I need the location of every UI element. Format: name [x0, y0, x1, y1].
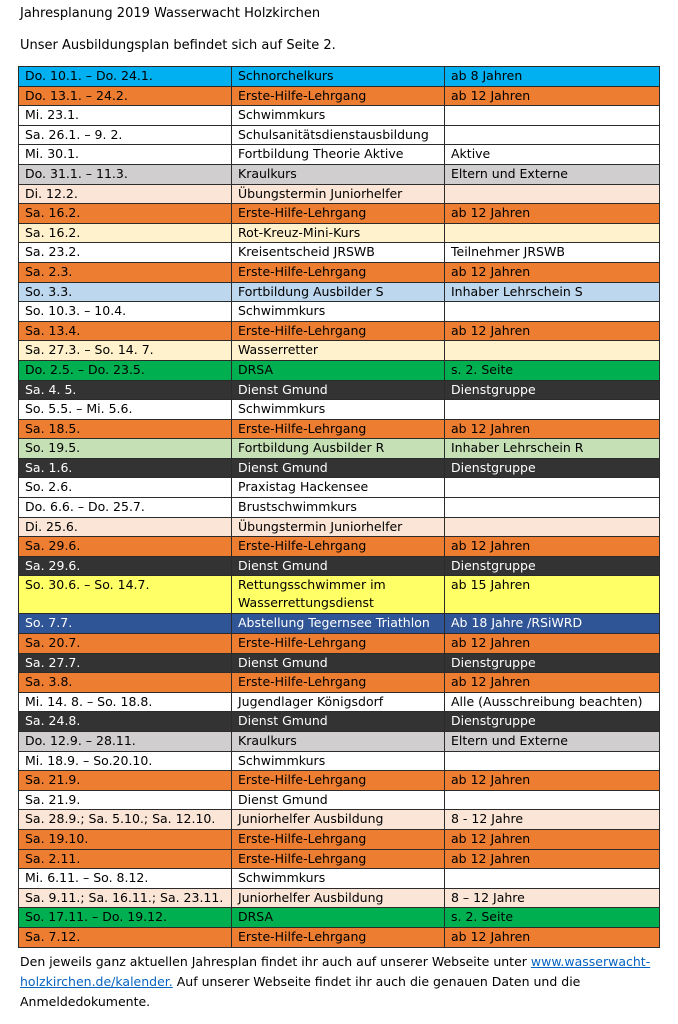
cell-event: Fortbildung Ausbilder R — [232, 439, 445, 459]
cell-note — [445, 184, 660, 204]
table-row — [19, 458, 660, 478]
cell-date: Sa. 2.11. — [19, 849, 232, 869]
table-row — [19, 360, 660, 380]
table-row — [19, 537, 660, 557]
cell-date: Sa. 29.6. — [19, 556, 232, 576]
table-row — [19, 341, 660, 361]
table-row — [19, 517, 660, 537]
table-row — [19, 829, 660, 849]
table-row — [19, 478, 660, 498]
cell-event: Dienst Gmund — [232, 790, 445, 810]
cell-note — [445, 302, 660, 322]
table-row — [19, 771, 660, 791]
cell-date: So. 17.11. – Do. 19.12. — [19, 908, 232, 928]
table-row — [19, 145, 660, 165]
cell-note: ab 12 Jahren — [445, 204, 660, 224]
cell-date: Sa. 13.4. — [19, 321, 232, 341]
cell-event: Schwimmkurs — [232, 302, 445, 322]
table-row — [19, 262, 660, 282]
cell-event: Kraulkurs — [232, 732, 445, 752]
cell-event: DRSA — [232, 360, 445, 380]
cell-event: Erste-Hilfe-Lehrgang — [232, 419, 445, 439]
cell-note: Dienstgruppe — [445, 556, 660, 576]
cell-event: Fortbildung Ausbilder S — [232, 282, 445, 302]
cell-date: Sa. 21.9. — [19, 790, 232, 810]
table-row — [19, 419, 660, 439]
cell-event: Erste-Hilfe-Lehrgang — [232, 771, 445, 791]
cell-note: ab 12 Jahren — [445, 321, 660, 341]
table-row — [19, 223, 660, 243]
cell-date: Do. 10.1. – Do. 24.1. — [19, 67, 232, 87]
cell-date: Sa. 9.11.; Sa. 16.11.; Sa. 23.11. — [19, 888, 232, 908]
table-row — [19, 888, 660, 908]
cell-date: Do. 6.6. – Do. 25.7. — [19, 498, 232, 518]
cell-note: Dienstgruppe — [445, 458, 660, 478]
cell-date: Sa. 7.12. — [19, 927, 232, 947]
cell-note — [445, 125, 660, 145]
cell-date: Sa. 26.1. – 9. 2. — [19, 125, 232, 145]
cell-event: Erste-Hilfe-Lehrgang — [232, 86, 445, 106]
cell-date: Di. 25.6. — [19, 517, 232, 537]
cell-note: Dienstgruppe — [445, 653, 660, 673]
cell-date: Do. 31.1. – 11.3. — [19, 164, 232, 184]
cell-date: Mi. 18.9. – So.20.10. — [19, 751, 232, 771]
cell-event: Kreisentscheid JRSWB — [232, 243, 445, 263]
table-row — [19, 849, 660, 869]
cell-date: Do. 2.5. – Do. 23.5. — [19, 360, 232, 380]
cell-event: DRSA — [232, 908, 445, 928]
cell-note: Ab 18 Jahre /RSiWRD — [445, 614, 660, 634]
table-row — [19, 927, 660, 947]
cell-note: ab 12 Jahren — [445, 262, 660, 282]
cell-event: Erste-Hilfe-Lehrgang — [232, 204, 445, 224]
cell-event: Schnorchelkurs — [232, 67, 445, 87]
cell-note — [445, 478, 660, 498]
cell-event: Dienst Gmund — [232, 380, 445, 400]
cell-note: 8 - 12 Jahre — [445, 810, 660, 830]
table-row — [19, 810, 660, 830]
table-row — [19, 712, 660, 732]
cell-note: s. 2. Seite — [445, 360, 660, 380]
cell-event: Praxistag Hackensee — [232, 478, 445, 498]
cell-date: So. 3.3. — [19, 282, 232, 302]
intro-text: Unser Ausbildungsplan befindet sich auf Seite 2. — [20, 38, 336, 53]
cell-date: So. 10.3. – 10.4. — [19, 302, 232, 322]
cell-note: ab 12 Jahren — [445, 419, 660, 439]
cell-note: ab 15 Jahren — [445, 576, 660, 614]
table-row — [19, 634, 660, 654]
table-row — [19, 380, 660, 400]
cell-event: Juniorhelfer Ausbildung — [232, 888, 445, 908]
cell-note — [445, 869, 660, 889]
cell-event: Juniorhelfer Ausbildung — [232, 810, 445, 830]
cell-note: Teilnehmer JRSWB — [445, 243, 660, 263]
table-row — [19, 400, 660, 420]
table-row — [19, 302, 660, 322]
cell-event: Schwimmkurs — [232, 751, 445, 771]
cell-note — [445, 223, 660, 243]
cell-note: Alle (Ausschreibung beachten) — [445, 692, 660, 712]
cell-date: Sa. 4. 5. — [19, 380, 232, 400]
cell-event: Rot-Kreuz-Mini-Kurs — [232, 223, 445, 243]
table-row — [19, 106, 660, 126]
cell-note: s. 2. Seite — [445, 908, 660, 928]
cell-note: Eltern und Externe — [445, 732, 660, 752]
cell-note: Inhaber Lehrschein S — [445, 282, 660, 302]
cell-date: Sa. 2.3. — [19, 262, 232, 282]
table-row — [19, 869, 660, 889]
table-row — [19, 204, 660, 224]
cell-date: Sa. 18.5. — [19, 419, 232, 439]
cell-note: ab 12 Jahren — [445, 634, 660, 654]
cell-note — [445, 400, 660, 420]
cell-event: Dienst Gmund — [232, 712, 445, 732]
cell-date: Sa. 23.2. — [19, 243, 232, 263]
cell-note: ab 12 Jahren — [445, 673, 660, 693]
table-row — [19, 282, 660, 302]
cell-note: Inhaber Lehrschein R — [445, 439, 660, 459]
cell-date: Sa. 29.6. — [19, 537, 232, 557]
cell-event: Erste-Hilfe-Lehrgang — [232, 849, 445, 869]
schedule-body — [19, 67, 660, 948]
cell-date: Do. 13.1. – 24.2. — [19, 86, 232, 106]
cell-event: Erste-Hilfe-Lehrgang — [232, 829, 445, 849]
cell-note: Eltern und Externe — [445, 164, 660, 184]
cell-date: Sa. 21.9. — [19, 771, 232, 791]
cell-note: ab 8 Jahren — [445, 67, 660, 87]
calendar-link[interactable]: www.wasserwacht-holzkirchen.de/kalender. — [20, 954, 651, 989]
cell-event: Übungstermin Juniorhelfer — [232, 184, 445, 204]
cell-date: So. 5.5. – Mi. 5.6. — [19, 400, 232, 420]
cell-note: ab 12 Jahren — [445, 86, 660, 106]
page-title: Jahresplanung 2019 Wasserwacht Holzkirchen — [20, 6, 321, 21]
table-row — [19, 908, 660, 928]
cell-note: Dienstgruppe — [445, 712, 660, 732]
cell-event: Fortbildung Theorie Aktive — [232, 145, 445, 165]
cell-note — [445, 517, 660, 537]
cell-event: Schulsanitätsdienstausbildung — [232, 125, 445, 145]
cell-event: Erste-Hilfe-Lehrgang — [232, 321, 445, 341]
cell-note — [445, 498, 660, 518]
cell-event: Schwimmkurs — [232, 400, 445, 420]
cell-event: Übungstermin Juniorhelfer — [232, 517, 445, 537]
cell-event: Jugendlager Königsdorf — [232, 692, 445, 712]
cell-note: ab 12 Jahren — [445, 849, 660, 869]
table-row — [19, 653, 660, 673]
cell-note — [445, 751, 660, 771]
table-row — [19, 67, 660, 87]
cell-event: Dienst Gmund — [232, 653, 445, 673]
footer-note — [20, 952, 665, 1012]
schedule-table — [18, 66, 660, 948]
cell-date: So. 19.5. — [19, 439, 232, 459]
cell-event: Erste-Hilfe-Lehrgang — [232, 927, 445, 947]
cell-date: Sa. 27.7. — [19, 653, 232, 673]
cell-event: Dienst Gmund — [232, 458, 445, 478]
table-row — [19, 790, 660, 810]
cell-date: So. 7.7. — [19, 614, 232, 634]
cell-note: 8 – 12 Jahre — [445, 888, 660, 908]
cell-note — [445, 790, 660, 810]
cell-event: Wasserretter — [232, 341, 445, 361]
cell-event: Erste-Hilfe-Lehrgang — [232, 673, 445, 693]
table-row — [19, 556, 660, 576]
cell-note: Dienstgruppe — [445, 380, 660, 400]
cell-date: Do. 12.9. – 28.11. — [19, 732, 232, 752]
footer-text-after: Auf unserer Webseite findet ihr auch die genauen Daten und die Anmeldedokumente. — [20, 974, 581, 1009]
table-row — [19, 243, 660, 263]
cell-date: Sa. 20.7. — [19, 634, 232, 654]
cell-event: Brustschwimmkurs — [232, 498, 445, 518]
cell-date: Sa. 19.10. — [19, 829, 232, 849]
table-row — [19, 125, 660, 145]
cell-date: So. 2.6. — [19, 478, 232, 498]
table-row — [19, 576, 660, 614]
table-row — [19, 321, 660, 341]
cell-event: Schwimmkurs — [232, 869, 445, 889]
table-row — [19, 732, 660, 752]
footer-text-before: Den jeweils ganz aktuellen Jahresplan findet ihr auch auf unserer Webseite unter — [20, 954, 531, 969]
cell-event: Dienst Gmund — [232, 556, 445, 576]
cell-date: Sa. 27.3. – So. 14. 7. — [19, 341, 232, 361]
cell-date: Sa. 16.2. — [19, 223, 232, 243]
cell-date: Sa. 24.8. — [19, 712, 232, 732]
table-row — [19, 614, 660, 634]
table-row — [19, 184, 660, 204]
cell-note: ab 12 Jahren — [445, 771, 660, 791]
cell-note — [445, 341, 660, 361]
cell-event: Erste-Hilfe-Lehrgang — [232, 537, 445, 557]
cell-note: ab 12 Jahren — [445, 537, 660, 557]
cell-date: Sa. 28.9.; Sa. 5.10.; Sa. 12.10. — [19, 810, 232, 830]
table-row — [19, 751, 660, 771]
cell-date: Mi. 23.1. — [19, 106, 232, 126]
cell-event: Erste-Hilfe-Lehrgang — [232, 634, 445, 654]
table-row — [19, 673, 660, 693]
cell-note: ab 12 Jahren — [445, 829, 660, 849]
cell-date: Mi. 14. 8. – So. 18.8. — [19, 692, 232, 712]
cell-note: Aktive — [445, 145, 660, 165]
cell-date: Mi. 30.1. — [19, 145, 232, 165]
cell-date: So. 30.6. – So. 14.7. — [19, 576, 232, 614]
cell-event: Kraulkurs — [232, 164, 445, 184]
cell-event: Abstellung Tegernsee Triathlon — [232, 614, 445, 634]
cell-note: ab 12 Jahren — [445, 927, 660, 947]
table-row — [19, 86, 660, 106]
cell-date: Sa. 16.2. — [19, 204, 232, 224]
table-row — [19, 164, 660, 184]
cell-event: Rettungsschwimmer im Wasserrettungsdienst — [232, 576, 445, 614]
cell-event: Schwimmkurs — [232, 106, 445, 126]
cell-event: Erste-Hilfe-Lehrgang — [232, 262, 445, 282]
cell-date: Sa. 3.8. — [19, 673, 232, 693]
cell-date: Mi. 6.11. – So. 8.12. — [19, 869, 232, 889]
cell-note — [445, 106, 660, 126]
table-row — [19, 692, 660, 712]
cell-date: Sa. 1.6. — [19, 458, 232, 478]
table-row — [19, 498, 660, 518]
table-row — [19, 439, 660, 459]
cell-date: Di. 12.2. — [19, 184, 232, 204]
